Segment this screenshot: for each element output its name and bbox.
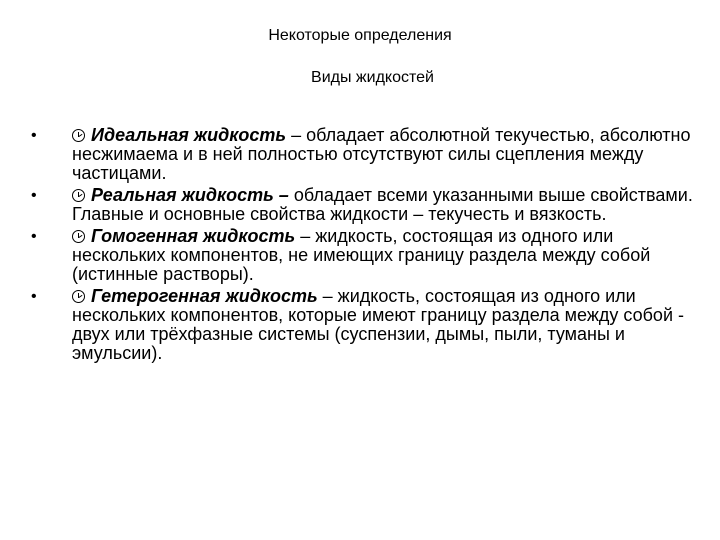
bullet-marker: •: [31, 228, 37, 245]
term-label: Гетерогенная жидкость: [91, 286, 318, 306]
list-item: [31, 186, 711, 224]
page-title: Некоторые определения: [268, 27, 452, 44]
definitions-list: [31, 126, 711, 366]
clock-icon: [72, 129, 85, 142]
clock-icon: [72, 290, 85, 303]
bullet-marker: •: [31, 187, 37, 204]
clock-icon: [72, 230, 85, 243]
definition-text: обладает всеми указанными выше свойствами. Главные и основные свойства жидкости – текучесть и вязкость.: [72, 185, 693, 224]
term-label: Идеальная жидкость: [91, 125, 287, 145]
list-item: [31, 126, 711, 183]
clock-icon: [72, 189, 85, 202]
definition-text: – жидкость, состоящая из одного или нескольких компонентов, не имеющих границу раздела между собой (истинные растворы).: [72, 226, 651, 284]
term-label: Реальная жидкость –: [91, 185, 289, 205]
list-item: [31, 287, 711, 363]
page-subtitle: Виды жидкостей: [311, 69, 434, 86]
definition-text: – обладает абсолютной текучестью, абсолютно несжимаема и в ней полностью отсутствуют силы сцепления между частицами.: [72, 125, 691, 183]
bullet-marker: •: [31, 127, 37, 144]
term-label: Гомогенная жидкость: [91, 226, 296, 246]
list-item: [31, 227, 711, 284]
bullet-marker: •: [31, 288, 37, 305]
definition-text: – жидкость, состоящая из одного или нескольких компонентов, которые имеют границу раздела между собой - двух или трёхфазные системы (суспензии, дымы, пыли, туманы и эмульсии).: [72, 286, 684, 363]
